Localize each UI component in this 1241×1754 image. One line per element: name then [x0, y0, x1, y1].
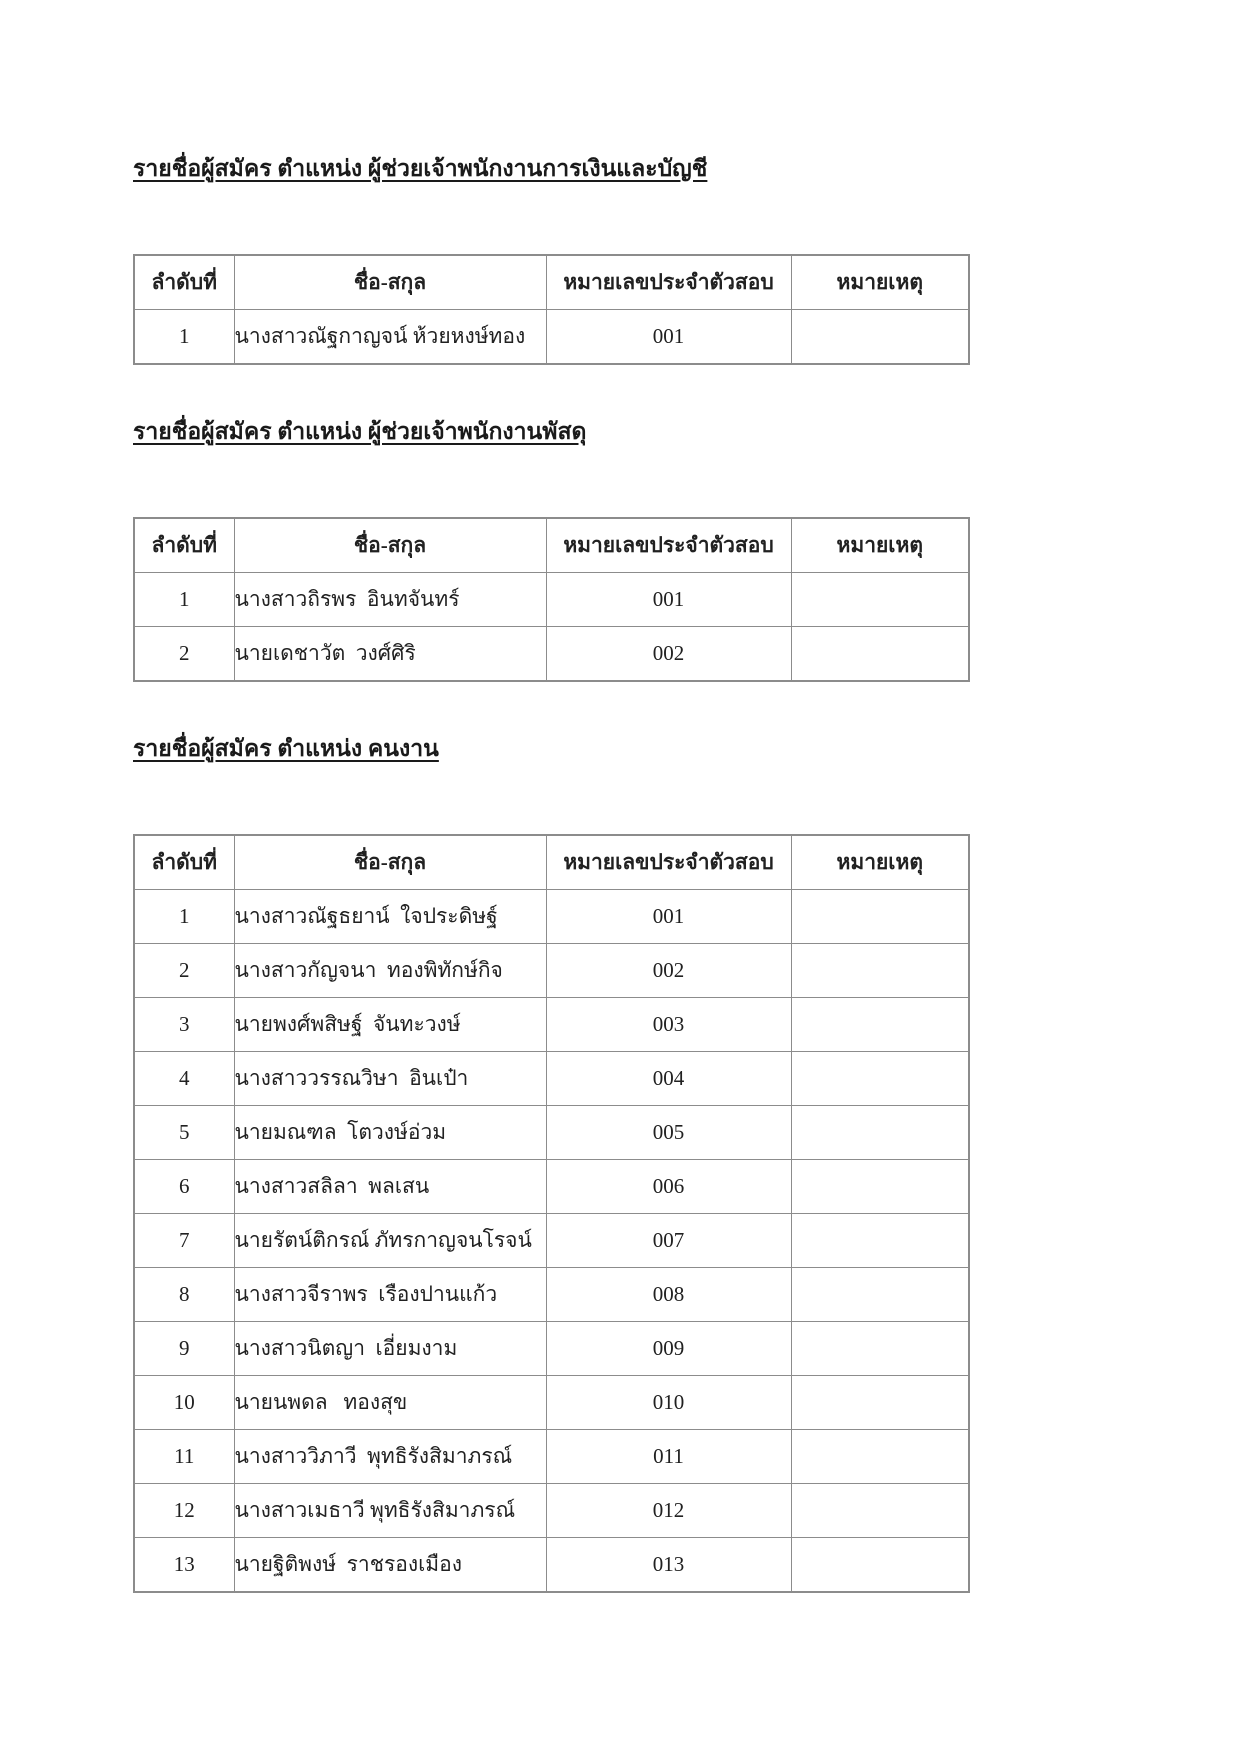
table-header-row [134, 518, 969, 573]
col-header-note: หมายเหตุ [791, 255, 969, 310]
exam-id: 001 [546, 890, 791, 944]
table-row [134, 1106, 969, 1160]
note-cell [791, 573, 969, 627]
note-cell [791, 998, 969, 1052]
row-number: 1 [134, 573, 234, 627]
table-row [134, 890, 969, 944]
section-heading: รายชื่อผู้สมัคร ตำแหน่ง ผู้ช่วยเจ้าพนักงานการเงินและบัญชี [133, 156, 708, 181]
section-worker [133, 730, 1241, 1593]
applicant-name: นางสาวนิตญา เอี่ยมงาม [234, 1322, 546, 1376]
table-row [134, 1052, 969, 1106]
row-number: 3 [134, 998, 234, 1052]
applicant-name: นายพงศ์พสิษฐ์ จันทะวงษ์ [234, 998, 546, 1052]
exam-id: 002 [546, 627, 791, 682]
applicant-name: นางสาววิภาวี พุทธิรังสิมาภรณ์ [234, 1430, 546, 1484]
table-row [134, 1322, 969, 1376]
exam-id: 003 [546, 998, 791, 1052]
row-number: 1 [134, 890, 234, 944]
exam-id: 013 [546, 1538, 791, 1593]
exam-id: 005 [546, 1106, 791, 1160]
applicant-name: นางสาวจีราพร เรืองปานแก้ว [234, 1268, 546, 1322]
table-row [134, 573, 969, 627]
row-number: 5 [134, 1106, 234, 1160]
col-header-name: ชื่อ-สกุล [234, 518, 546, 573]
col-header-no: ลำดับที่ [134, 835, 234, 890]
applicant-name: นางสาวณัฐกาญจน์ ห้วยหงษ์ทอง [234, 310, 546, 365]
table-row [134, 1538, 969, 1593]
exam-id: 012 [546, 1484, 791, 1538]
section-finance-accounting [133, 150, 1241, 365]
table-row [134, 310, 969, 365]
note-cell [791, 890, 969, 944]
row-number: 6 [134, 1160, 234, 1214]
section-heading: รายชื่อผู้สมัคร ตำแหน่ง ผู้ช่วยเจ้าพนักงานพัสดุ [133, 419, 587, 444]
row-number: 4 [134, 1052, 234, 1106]
exam-id: 008 [546, 1268, 791, 1322]
note-cell [791, 627, 969, 682]
section-heading: รายชื่อผู้สมัคร ตำแหน่ง คนงาน [133, 736, 439, 761]
row-number: 13 [134, 1538, 234, 1593]
table-row [134, 1268, 969, 1322]
table-row [134, 944, 969, 998]
note-cell [791, 1538, 969, 1593]
row-number: 12 [134, 1484, 234, 1538]
applicant-name: นางสาวณัฐธยาน์ ใจประดิษฐ์ [234, 890, 546, 944]
exam-id: 011 [546, 1430, 791, 1484]
col-header-no: ลำดับที่ [134, 518, 234, 573]
applicant-name: นางสาวสลิลา พลเสน [234, 1160, 546, 1214]
row-number: 11 [134, 1430, 234, 1484]
table-row [134, 998, 969, 1052]
row-number: 2 [134, 627, 234, 682]
row-number: 8 [134, 1268, 234, 1322]
row-number: 2 [134, 944, 234, 998]
applicant-name: นางสาววรรณวิษา อินเป๋า [234, 1052, 546, 1106]
exam-id: 001 [546, 310, 791, 365]
col-header-exam-id: หมายเลขประจำตัวสอบ [546, 518, 791, 573]
table-header-row [134, 835, 969, 890]
note-cell [791, 1430, 969, 1484]
table-row [134, 1484, 969, 1538]
row-number: 7 [134, 1214, 234, 1268]
row-number: 10 [134, 1376, 234, 1430]
applicant-name: นางสาวเมธาวี พุทธิรังสิมาภรณ์ [234, 1484, 546, 1538]
col-header-exam-id: หมายเลขประจำตัวสอบ [546, 835, 791, 890]
note-cell [791, 1160, 969, 1214]
col-header-note: หมายเหตุ [791, 518, 969, 573]
row-number: 1 [134, 310, 234, 365]
applicant-table [133, 254, 970, 365]
note-cell [791, 1376, 969, 1430]
applicant-name: นายเดชาวัต วงศ์ศิริ [234, 627, 546, 682]
note-cell [791, 944, 969, 998]
applicant-name: นางสาวกัญจนา ทองพิทักษ์กิจ [234, 944, 546, 998]
table-header-row [134, 255, 969, 310]
applicant-name: นายมณฑล โตวงษ์อ่วม [234, 1106, 546, 1160]
col-header-name: ชื่อ-สกุล [234, 255, 546, 310]
note-cell [791, 1052, 969, 1106]
table-row [134, 1376, 969, 1430]
table-row [134, 1160, 969, 1214]
exam-id: 004 [546, 1052, 791, 1106]
table-row [134, 627, 969, 682]
applicant-table [133, 834, 970, 1593]
exam-id: 001 [546, 573, 791, 627]
exam-id: 006 [546, 1160, 791, 1214]
col-header-note: หมายเหตุ [791, 835, 969, 890]
note-cell [791, 1268, 969, 1322]
note-cell [791, 1484, 969, 1538]
row-number: 9 [134, 1322, 234, 1376]
exam-id: 009 [546, 1322, 791, 1376]
col-header-no: ลำดับที่ [134, 255, 234, 310]
note-cell [791, 1322, 969, 1376]
col-header-name: ชื่อ-สกุล [234, 835, 546, 890]
table-row [134, 1430, 969, 1484]
table-row [134, 1214, 969, 1268]
applicant-name: นางสาวถิรพร อินทจันทร์ [234, 573, 546, 627]
exam-id: 010 [546, 1376, 791, 1430]
applicant-name: นายนพดล ทองสุข [234, 1376, 546, 1430]
applicant-table [133, 517, 970, 682]
note-cell [791, 1106, 969, 1160]
section-supplies [133, 413, 1241, 682]
note-cell [791, 1214, 969, 1268]
applicant-name: นายรัตน์ติกรณ์ ภัทรกาญจนโรจน์ [234, 1214, 546, 1268]
col-header-exam-id: หมายเลขประจำตัวสอบ [546, 255, 791, 310]
note-cell [791, 310, 969, 365]
applicant-name: นายฐิติพงษ์ ราชรองเมือง [234, 1538, 546, 1593]
exam-id: 002 [546, 944, 791, 998]
exam-id: 007 [546, 1214, 791, 1268]
